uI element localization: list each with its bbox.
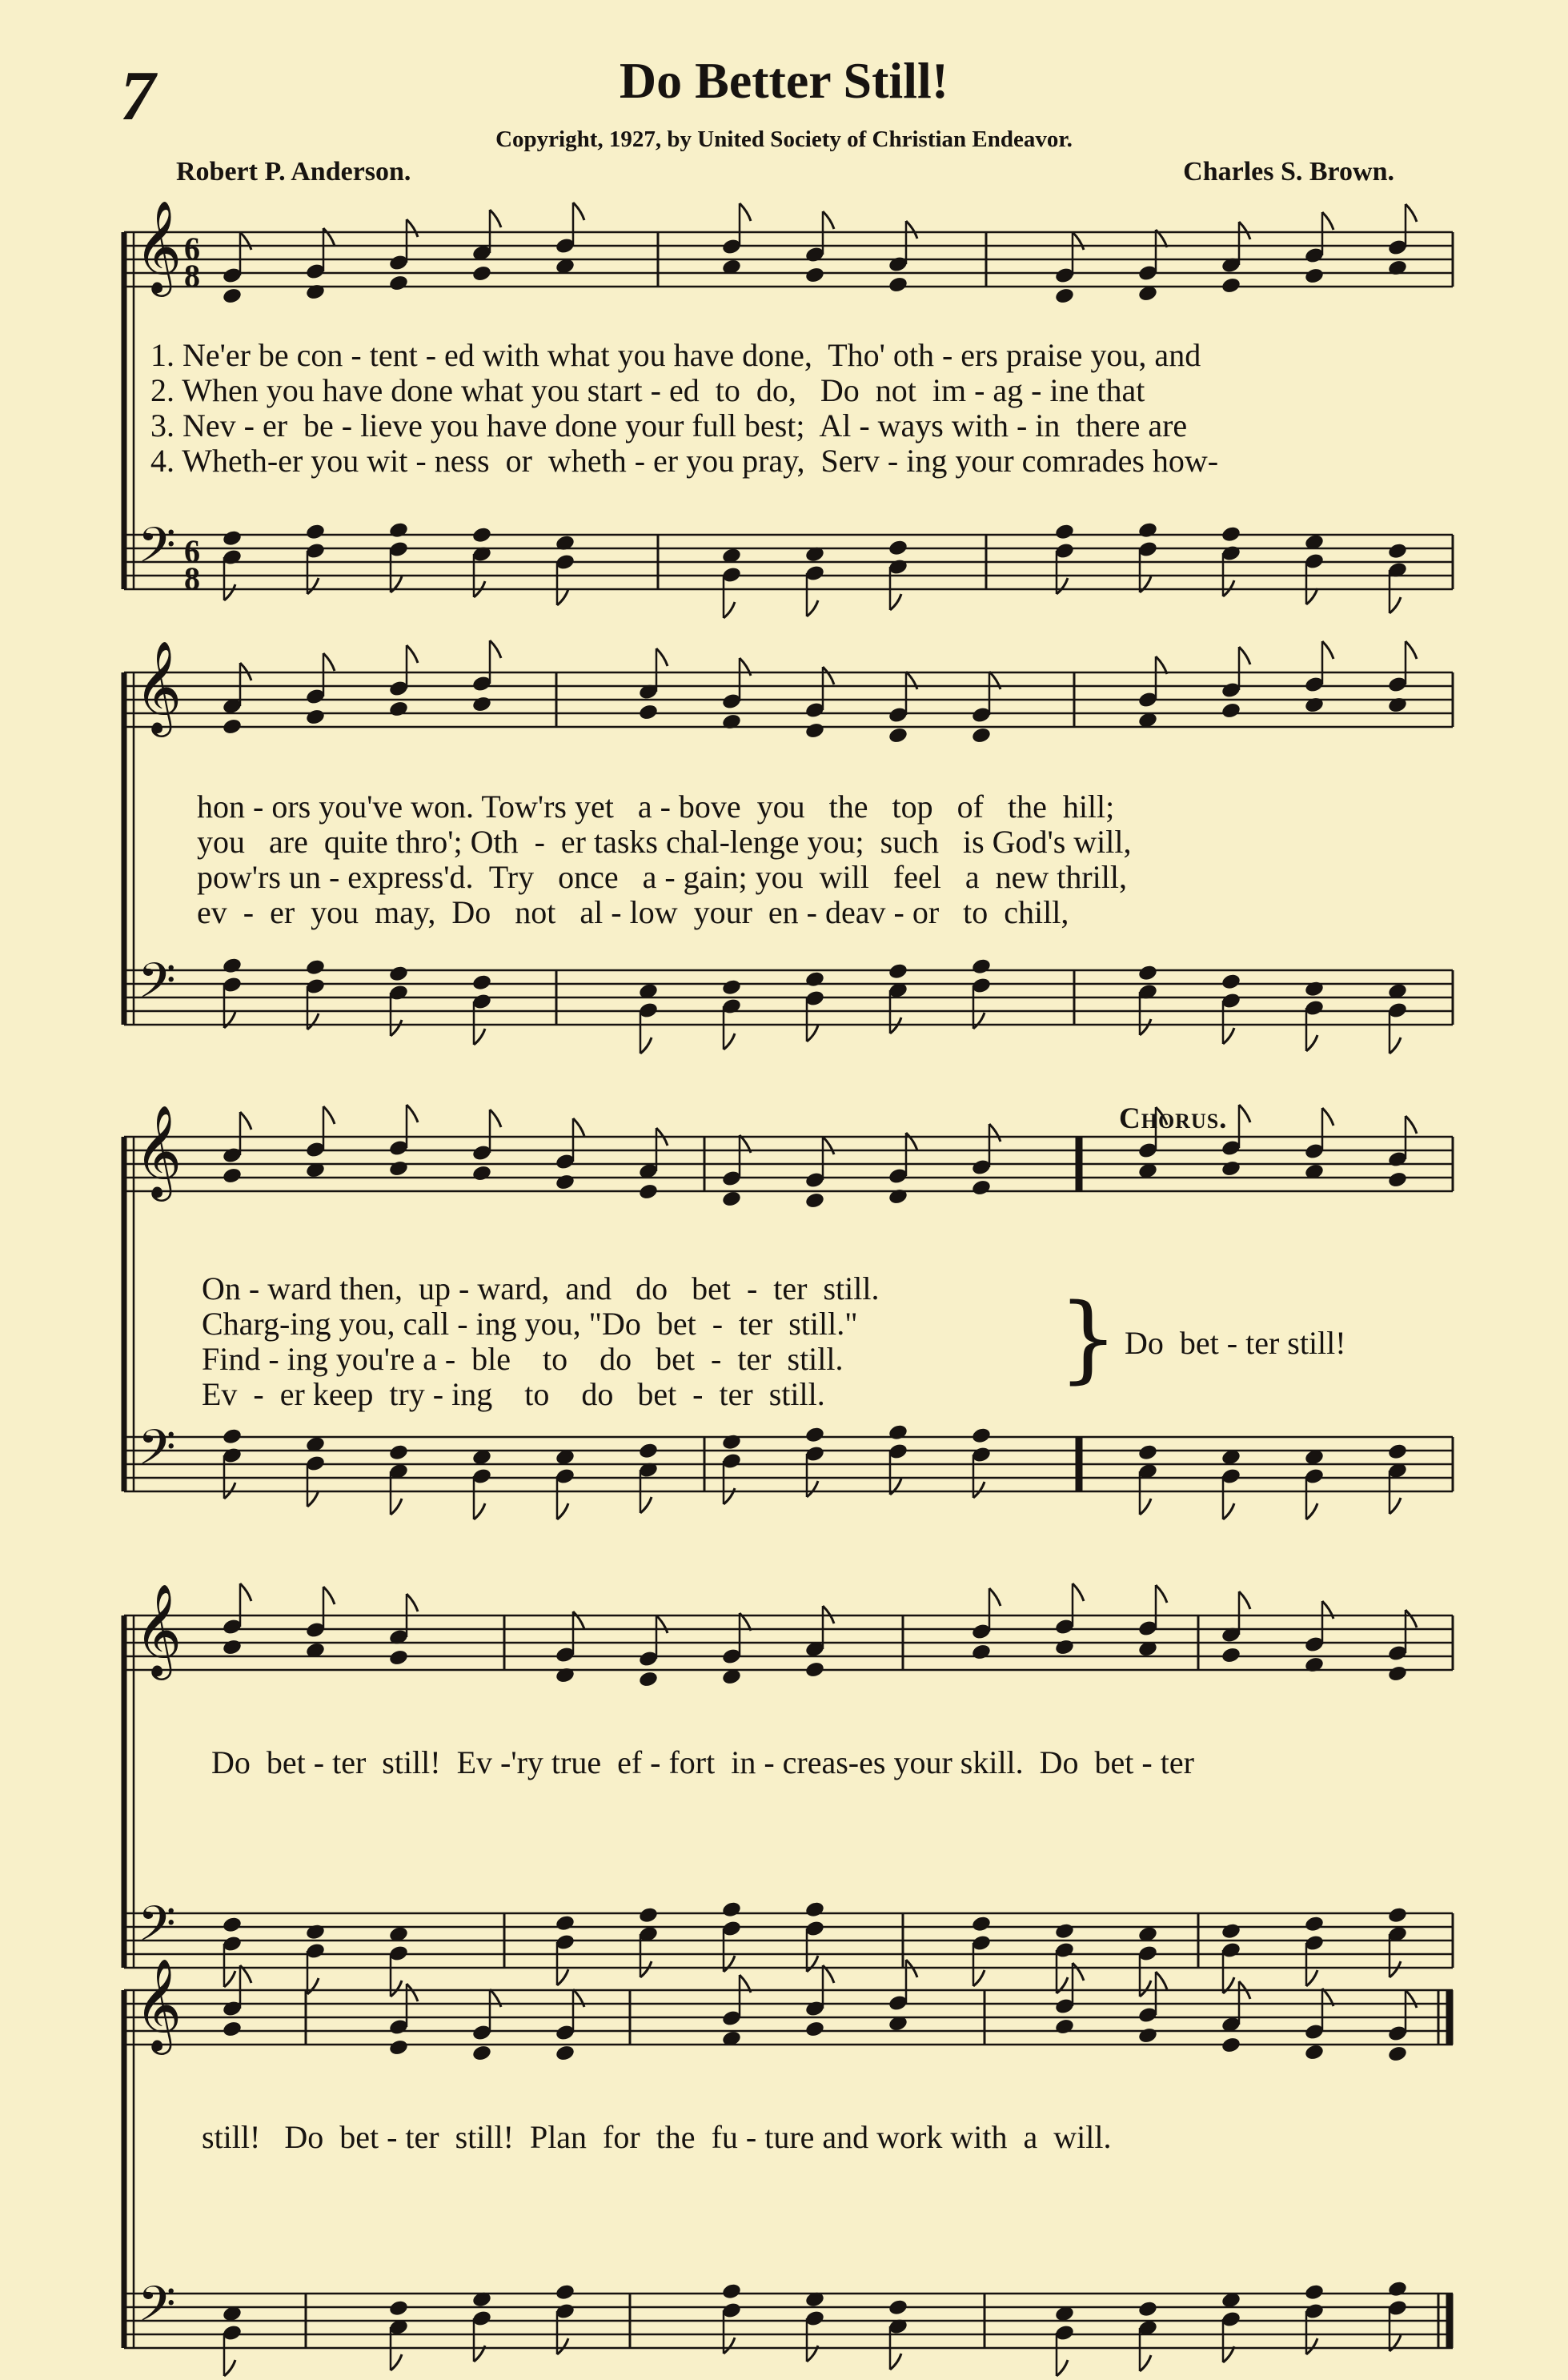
system-4-treble-note [1054,1638,1075,1656]
note-flag [323,228,335,246]
note-flag [1140,1019,1151,1035]
note-flag [240,1583,251,1601]
note-flag [490,640,501,658]
system-1-treble-note [471,264,492,283]
system-2-bass-note [1221,973,1241,991]
note-flag [407,219,418,237]
note-flag [224,1971,235,1987]
note-flag [724,1033,735,1050]
note-flag [391,1981,402,1997]
system-2-treble-note [721,712,742,731]
note-flag [1390,1037,1401,1054]
system-4-bass-note [638,1906,659,1924]
note-flag [573,1118,584,1136]
system-3-bass-note [971,1427,992,1445]
system-4-treble-note [971,1643,992,1661]
system-1-treble-note [1221,276,1241,295]
system-1-bass-note [222,529,243,548]
treble-clef: 𝄞 [134,640,182,733]
system-5-bass-note [1137,2300,1158,2318]
system-4-bass-note [555,1914,575,1932]
system-1-treble-note [1387,259,1408,277]
note-flag [1073,1963,1084,1981]
note-flag [407,1984,418,2001]
system-1-treble-note [888,275,908,294]
system-1-treble-note [222,287,243,305]
note-flag [1406,1990,1417,2008]
system-5-treble-note [1387,2045,1408,2063]
system-1-treble-time-signature-bottom: 8 [184,258,200,294]
note-flag [1306,1035,1317,1051]
note-flag [557,589,568,605]
composer-name: Charles S. Brown. [1183,157,1394,187]
treble-clef: 𝄞 [134,1104,182,1198]
system-1-bass-note [305,523,326,541]
system-4-treble-note [638,1670,659,1688]
note-flag [1239,1591,1250,1609]
note-flag [724,1956,735,1972]
note-flag [323,653,335,671]
system-2-treble-note [305,708,326,726]
system-5-bass-note [721,2282,742,2301]
system-2-bass-note [971,957,992,976]
system-4-treble-note [222,1638,243,1656]
chorus-label: Chorus. [1119,1102,1228,1135]
system-2-treble-note [388,700,409,718]
note-flag [1057,578,1068,594]
system-2-bass-note [471,973,492,992]
hymn-title: Do Better Still! [619,52,949,109]
note-flag [1156,656,1167,674]
note-flag [724,2338,735,2354]
note-flag [1223,1503,1234,1519]
note-flag [1057,2360,1068,2376]
system-3-treble-note [555,1173,575,1191]
note-flag [307,1491,319,1507]
note-flag [1223,1028,1234,1044]
system-1-treble-note [1304,267,1325,285]
note-flag [1390,1961,1401,1977]
system-1-treble-note [388,274,409,292]
system-5-treble-note [804,2020,825,2038]
system-3-bass-note [388,1443,409,1462]
system-1-bass-note [888,539,908,557]
lyric-line-s2-v4: ev - er you may, Do not al - low your en - deav - or to chill, [197,894,1069,930]
system-5-treble-note [388,2038,409,2057]
system-4-bass-note [222,1916,243,1934]
system-4-bass-note [971,1915,992,1933]
system-3-bass-note [638,1442,659,1460]
note-flag [490,210,501,227]
bass-clef: 𝄢 [138,953,176,1021]
note-flag [989,1588,1001,1606]
system-5-bass-note [888,2298,908,2317]
note-flag [1322,212,1333,230]
note-flag [807,600,818,616]
note-flag [807,1956,818,1972]
system-5-treble-note [1304,2043,1325,2061]
system-5-bass-note [388,2299,409,2318]
lyric-chorus-response: Do bet - ter still! [1125,1325,1346,1361]
system-2-treble-note [471,695,492,713]
system-3-bass-note [1137,1443,1158,1462]
note-flag [1390,597,1401,613]
note-flag [391,1499,402,1515]
system-1-treble-note [804,266,825,284]
note-flag [1306,1970,1317,1986]
system-5-bass-note [555,2283,575,2302]
system-4-treble-note [1221,1646,1241,1664]
system-5-treble-note [222,2020,243,2038]
system-1-bass-note [1054,523,1075,541]
note-flag [1390,1498,1401,1514]
system-2-treble-note [971,726,992,745]
note-flag [1140,2355,1151,2371]
note-flag [1073,232,1084,250]
note-flag [640,1037,652,1054]
note-flag [656,1615,668,1633]
system-3-treble-note [721,1190,742,1208]
system-1-bass-note [1137,521,1158,540]
note-flag [1156,1585,1167,1603]
note-flag [1406,1610,1417,1627]
note-flag [307,1013,319,1029]
system-3-bass-note [721,1433,742,1451]
note-flag [474,1029,485,1045]
note-flag [1073,1583,1084,1601]
note-flag [640,1497,652,1513]
system-1-bass-note [471,526,492,544]
system-5-bass-note [1387,2280,1408,2298]
system-3-treble-note [1387,1170,1408,1189]
note-flag [1406,204,1417,222]
note-flag [307,1978,319,1994]
verse-brace: } [1058,1282,1119,1393]
note-flag [557,2338,568,2354]
system-4-treble-note [804,1660,825,1679]
system-1-bass-note [388,521,409,540]
note-flag [407,645,418,663]
system-2-bass-note [1304,980,1325,998]
note-flag [1306,2338,1317,2354]
note-flag [391,2354,402,2370]
treble-clef: 𝄞 [134,1583,182,1676]
note-flag [973,1970,985,1986]
system-3-bass-note [804,1426,825,1444]
note-flag [906,1133,917,1150]
note-flag [1406,1116,1417,1134]
note-flag [557,1969,568,1985]
lyric-line-s3-v2: Charg-ing you, call - ing you, "Do bet - ter still." [202,1306,858,1342]
system-2-bass-note [721,978,742,997]
lyric-line-s2-v2: you are quite thro'; Oth - er tasks chal-lenge you; such is God's will, [197,824,1132,860]
system-4-treble-note [388,1648,409,1667]
treble-clef: 𝄞 [134,1957,182,2051]
system-1-bass-note [1221,525,1241,544]
system-3-treble-note [388,1159,409,1178]
system-5-treble-note [1221,2036,1241,2054]
system-3-treble-note [471,1164,492,1182]
system-3-bass-note [222,1427,243,1446]
note-flag [724,602,735,618]
system-4-bass-note [305,1923,326,1941]
system-5-treble-note [555,2044,575,2062]
system-4-treble-note [555,1666,575,1684]
system-2-treble-note [888,726,908,745]
note-flag [1140,1981,1151,1997]
lyric-line-s5: still! Do bet - ter still! Plan for the fu - ture and work with a will. [202,2119,1112,2155]
note-flag [656,648,668,666]
system-3-bass-note [888,1423,908,1442]
system-4-bass-note [721,1900,742,1919]
system-2-treble-note [804,721,825,740]
lyric-line-s3-v3: Find - ing you're a - ble to do bet - ter still. [202,1341,844,1377]
lyric-line-s1-v3: 3. Nev - er be - lieve you have done your full best; Al - ways with - in there are [150,407,1188,443]
treble-clef: 𝄞 [134,199,182,293]
system-5-bass-note [1304,2283,1325,2302]
note-flag [240,232,251,250]
system-5-treble-note [471,2044,492,2062]
system-3-treble-note [1221,1159,1241,1178]
note-flag [240,1112,251,1130]
note-flag [323,1587,335,1604]
system-3-treble-note [804,1191,825,1210]
note-flag [1140,1499,1151,1515]
note-flag [1156,1972,1167,1989]
note-flag [823,211,834,229]
bass-clef: 𝄢 [138,517,176,586]
note-flag [323,1106,335,1124]
note-flag [307,578,319,594]
lyricist-name: Robert P. Anderson. [176,157,411,187]
note-flag [973,1013,985,1029]
lyric-line-s1-v4: 4. Wheth-er you wit - ness or wheth - er you pray, Serv - ing your comrades how- [150,443,1219,479]
note-flag [490,1110,501,1127]
note-flag [890,594,901,610]
system-1-treble-time-signature-top: 6 [184,231,200,267]
system-2-treble-note [222,717,243,736]
note-flag [391,1020,402,1036]
system-2-treble-note [638,703,659,721]
note-flag [573,203,584,220]
note-flag [823,1137,834,1154]
lyric-line-s1-v1: 1. Ne'er be con - tent - ed with what you have done, Tho' oth - ers praise you, and [150,337,1201,373]
note-flag [573,1611,584,1629]
system-5-treble-note [1137,2026,1158,2045]
lyric-line-s3-v1: On - ward then, up - ward, and do bet - ter still. [202,1270,880,1306]
note-flag [1322,641,1333,659]
lyric-line-s3-v4: Ev - er keep try - ing to do bet - ter still. [202,1376,825,1412]
note-flag [1322,1108,1333,1126]
system-2-bass-note [1137,964,1158,982]
copyright-notice: Copyright, 1927, by United Society of Christian Endeavor. [495,126,1073,152]
system-2-treble-note [1221,701,1241,720]
system-4-bass-note [1387,1906,1408,1924]
system-2-bass-note [388,965,409,983]
system-3-treble-note [888,1187,908,1206]
system-5-treble-note [1054,2017,1075,2036]
note-flag [407,1105,418,1122]
system-2-treble-note [1387,696,1408,714]
note-flag [807,1025,818,1042]
lyric-line-s4: Do bet - ter still! Ev -'ry true ef - fort in - creas-es your skill. Do bet - ter [211,1744,1194,1780]
system-2-bass-note [804,970,825,989]
note-flag [906,221,917,239]
note-flag [1406,641,1417,659]
note-flag [1306,588,1317,604]
note-flag [740,203,751,221]
system-3-bass-note [1387,1443,1408,1461]
lyric-line-s2-v1: hon - ors you've won. Tow'rs yet a - bove you the top of the hill; [197,789,1115,825]
note-flag [1239,222,1250,239]
note-flag [224,2360,235,2376]
system-2-treble-note [1304,696,1325,714]
page-number: 7 [120,58,155,135]
lyric-line-s1-v2: 2. When you have done what you start - ed to do, Do not im - ag - ine that [150,372,1145,408]
system-1-treble-note [305,283,326,301]
system-1-bass-time-signature-top: 6 [184,533,200,569]
note-flag [557,1503,568,1519]
bass-clef: 𝄢 [138,1896,176,1965]
system-2-bass-note [888,962,908,981]
note-flag [823,667,834,684]
note-flag [890,2354,901,2370]
bass-clef: 𝄢 [138,1419,176,1488]
system-1-bass-time-signature-bottom: 8 [184,560,200,596]
note-flag [224,584,235,600]
system-1-treble-note [1054,287,1075,305]
note-flag [1239,1105,1250,1122]
system-1-bass-note [1387,542,1408,560]
note-flag [474,1503,485,1519]
system-4-treble-note [1304,1656,1325,1674]
note-flag [1306,1503,1317,1519]
system-3-treble-note [638,1182,659,1201]
note-flag [640,1961,652,1977]
system-3-treble-note [222,1166,243,1185]
note-flag [973,1482,985,1498]
system-3-treble-note [971,1178,992,1197]
bass-clef: 𝄢 [138,2276,176,2345]
note-flag [807,1481,818,1497]
system-2-bass-note [305,958,326,977]
note-flag [1239,647,1250,664]
system-4-bass-note [1304,1915,1325,1933]
system-4-bass-note [804,1900,825,1919]
system-4-bass-note [1221,1922,1241,1941]
lyric-line-s2-v3: pow'rs un - express'd. Try once a - gain; you will feel a new thrill, [197,859,1127,895]
system-4-bass-note [1054,1922,1075,1941]
system-4-treble-note [1387,1664,1408,1683]
note-flag [407,1594,418,1611]
system-2-bass-note [222,957,243,975]
note-flag [989,1124,1001,1142]
